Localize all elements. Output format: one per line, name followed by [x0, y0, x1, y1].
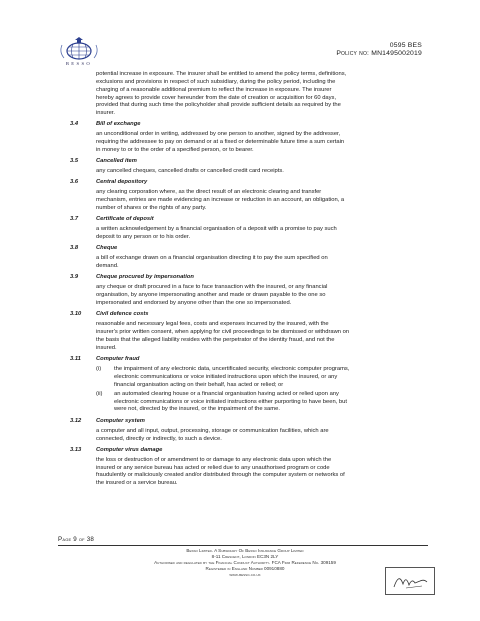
section-number: 3.4 [70, 121, 79, 128]
section-title: Central depository [96, 179, 148, 186]
text-line: deposit to any person or to his order. [96, 234, 191, 241]
list-item [96, 391, 428, 415]
text-line: a written acknowledgement by a financial organisation of a deposit with a promise to pay such [96, 226, 337, 233]
section-title: Bill of exchange [96, 121, 141, 128]
text-line: insured or any service bureau has acted or relied due to any unauthorised program or code [96, 464, 330, 471]
section-3-9 [58, 274, 428, 308]
section-number: 3.7 [70, 216, 79, 223]
section-3-10 [58, 311, 428, 353]
section-number: 3.11 [70, 355, 81, 362]
section-3-8 [58, 245, 428, 271]
text-line: the loss or destruction of or amendment to or damage to any electronic data upon which the [96, 456, 332, 463]
page-number: Page 9 of 38 [58, 536, 95, 543]
section-title: Civil defence costs [96, 311, 149, 318]
text-line: a computer and all input, output, processing, storage or communication facilities, which are [96, 427, 329, 434]
section-3-11 [58, 356, 428, 415]
footer-line: 8-11 Crescent, London EC3N 2LY [211, 554, 279, 559]
besso-globe-logo-icon [58, 36, 100, 60]
text-line: reasonable and necessary legal fees, costs and expenses incurred by the insured, with the [96, 321, 329, 328]
policy-reference [336, 42, 422, 59]
text-line: electronic communications or voice initiated instructions either purporting to have been, but [114, 398, 347, 405]
text-line: any clearing corporation where, as the direct result of an electronic clearing and transfer [96, 189, 322, 196]
text-line: a bill of exchange drawn on a financial organisation directing it to pay the sum specified on [96, 255, 328, 262]
text-line: in money to or to the order of a specified person, or to bearer. [96, 147, 254, 154]
list-item [96, 366, 428, 390]
section-number: 3.13 [70, 446, 82, 453]
text-line: financial organisation acting on their behalf, has acted or relied; or [114, 381, 284, 388]
section-number: 3.6 [70, 179, 79, 186]
footer-line: Besso Limited. A Subsidiary Of Besso Insurance Group Limited [186, 548, 304, 553]
signature-mark-icon [386, 568, 434, 594]
section-title: Cheque procured by impersonation [96, 274, 194, 281]
text-line: exclusions and provisions in respect of such subsidiary, during the policy period, including the [96, 78, 336, 85]
text-line: charging of a reasonable additional premium to reflect the increase in exposure. The insurer [96, 86, 332, 93]
section-number: 3.5 [70, 158, 79, 165]
footer-line: www.besso.co.uk [229, 572, 261, 577]
section-number: 3.8 [70, 245, 79, 252]
footer-line: Authorised and regulated by the Financial Conduct Authority. FCA Firm Reference No. 309159 [154, 560, 336, 565]
text-line: number of shares or the rights of any party. [96, 205, 207, 212]
text-line: insured. [96, 344, 117, 351]
text-line: organisation, by anyone impersonating another and made or drawn payable to the one so [96, 292, 326, 299]
text-line: connected, directly or indirectly, to such a device. [96, 435, 222, 442]
text-line: were not, directed by the insured, or the impairment of the same. [114, 406, 280, 413]
text-line: the insured or a service bureau. [96, 480, 178, 487]
footer-divider [58, 545, 428, 546]
text-line: electronic communications or voice initiated instructions upon which the insured, or any [114, 373, 338, 380]
text-line: provided that during such time the policyholder shall provide sufficient details as required by the [96, 102, 341, 109]
section-number: 3.12 [70, 417, 82, 424]
text-line: demand. [96, 263, 119, 270]
document-body [58, 71, 428, 488]
continuation-paragraph [58, 71, 428, 118]
policy-number: Policy no: MN1495002019 [336, 50, 422, 58]
besso-logo [58, 36, 100, 66]
section-title: Certificate of deposit [96, 216, 154, 223]
text-line: an unconditional order in writing, addressed by one person to another, signed by the addresser, [96, 131, 341, 138]
section-3-6 [58, 179, 428, 213]
text-line: fraudulently or maliciously created and/or distributed through the computer system or networks of [96, 472, 345, 479]
text-line: the basis that the alleged liability resides with the perpetrator of the identity fraud, and not the [96, 336, 335, 343]
text-line: the impairment of any electronic data, uncertificated security, electronic computer programs, [114, 365, 350, 372]
list-item-label: (i) [96, 365, 102, 372]
section-title: Computer fraud [96, 355, 140, 362]
section-title: Computer system [96, 417, 145, 424]
list-item-label: (ii) [96, 390, 103, 397]
section-3-7 [58, 216, 428, 242]
text-line: an automated clearing house or a financial organisation having acted or relied upon any [114, 390, 339, 397]
text-line: insurer. [96, 110, 116, 117]
section-3-5 [58, 158, 428, 176]
text-line: impersonated and endorsed by anyone other than the one so impersonated. [96, 300, 292, 306]
section-number: 3.10 [70, 311, 82, 318]
section-3-13 [58, 447, 428, 489]
footer-line: Registered in England Number 00910880 [205, 566, 285, 571]
text-line: requiring the addressee to pay on demand or at a fixed or determinable future time a sum certain [96, 139, 345, 146]
text-line: mechanism, entries are made evidencing an increase or reduction in an account, an obligation, a [96, 197, 345, 204]
text-line: any cancelled cheques, cancelled drafts or cancelled credit card receipts. [96, 168, 284, 175]
text-line: insurer's prior written consent, when applying for civil proceedings to be dismissed or withdrawn on [96, 329, 350, 336]
logo-wordmark: BESSO [65, 61, 93, 66]
section-title: Computer virus damage [96, 446, 163, 453]
section-3-4 [58, 121, 428, 155]
text-line: potential increase in exposure. The insurer shall be entitled to amend the policy terms, definitions, [96, 71, 347, 77]
section-3-12 [58, 418, 428, 444]
signature-box [385, 567, 435, 595]
ref-code: 0595 BES [389, 42, 422, 49]
section-number: 3.9 [70, 274, 79, 281]
section-title: Cancelled item [96, 158, 137, 165]
text-line: any cheque or draft procured in a face to face transaction with the insured, or any financial [96, 284, 328, 291]
company-footer [110, 548, 380, 578]
text-line: hereby agrees to provide cover hereunder from the date of creation or acquisition for 60 days, [96, 94, 337, 101]
section-title: Cheque [96, 245, 118, 252]
